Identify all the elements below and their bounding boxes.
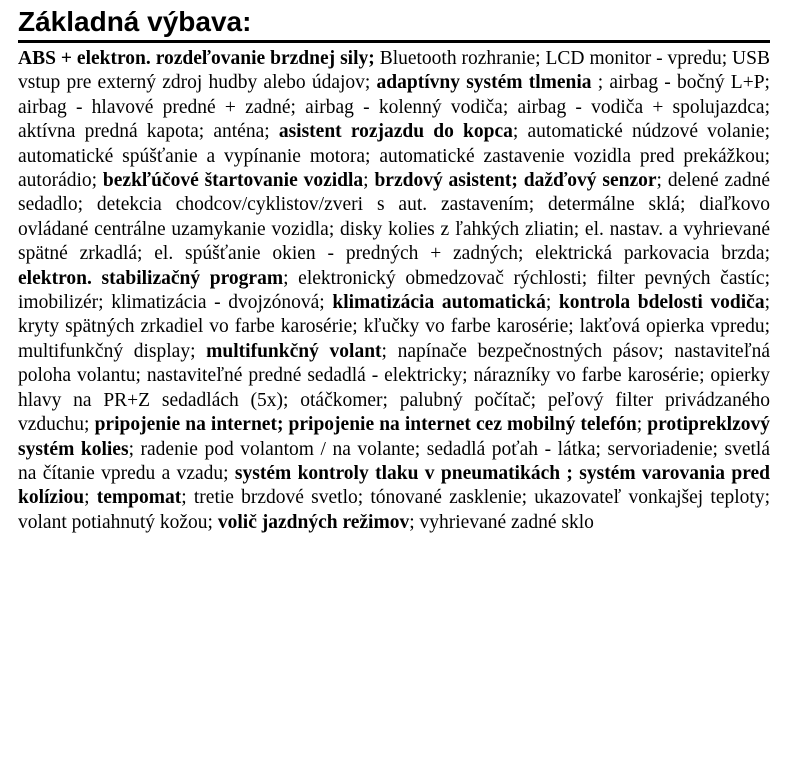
feature-text: tempomat (96, 487, 182, 509)
feature-text: bezkľúčové štartovanie vozidla (102, 170, 364, 192)
feature-text: elektron. stabilizačný program (18, 267, 284, 289)
feature-text: ; tretie brzdové svetlo; tónované zasklenie; ukazovateľ vonkajšej teploty; volant potiahnutý kožou; (18, 487, 770, 533)
feature-text: multifunkčný volant (206, 340, 382, 362)
feature-text: kontrola bdelosti vodiča (558, 292, 765, 314)
feature-text: ; (368, 48, 380, 69)
feature-text: ; automatické núdzové volanie; automatické spúšťanie a vypínanie motora; automatické zastavenie vozidla pred prekážkou; autorádio; (18, 121, 770, 192)
feature-text: ; vyhrievané zadné sklo (409, 511, 594, 533)
feature-text: pripojenie na internet; pripojenie na internet cez mobilný telefón (94, 414, 637, 436)
feature-text: ; kryty spätných zrkadiel vo farbe karosérie; kľučky vo farbe karosérie; lakťová opierka vpredu; multifunkčný display; (18, 292, 770, 362)
feature-text: asistent rozjazdu do kopca (278, 121, 513, 143)
feature-text: klimatizácia automatická (332, 292, 546, 314)
feature-text: adaptívny systém tlmenia (376, 72, 592, 94)
feature-text: systém kontroly tlaku v pneumatikách ; systém varovania pred kolíziou (18, 462, 770, 509)
feature-text: ; elektronický obmedzovač rýchlosti; filter pevných častíc; imobilizér; klimatizácia - dvojzónová; (18, 267, 770, 314)
feature-text: volič jazdných režimov (217, 511, 410, 533)
feature-text: ; (545, 292, 559, 314)
feature-text: ; napínače bezpečnostných pásov; nastaviteľná poloha volantu; nastaviteľné predné sedadlá - elektricky; nárazníky vo farbe karosérie; opierky hlavy na PR+Z sedadlách (5x); otáčkomer; palubný počítač; peľový filter privádzaného vzduchu; (18, 340, 770, 436)
feature-text: ; (636, 414, 648, 436)
feature-text: ; (363, 170, 375, 192)
feature-text: ; airbag - bočný L+P; airbag - hlavové predné + zadné; airbag - kolenný vodiča; airbag - vodiča + spolujazdca; aktívna predná kapota; anténa; (18, 72, 770, 143)
features-paragraph (18, 47, 770, 535)
heading-underline (18, 40, 770, 43)
feature-text: ; (84, 487, 97, 509)
feature-text: ABS + elektron. rozdeľovanie brzdnej sily (18, 48, 369, 69)
feature-text: protipreklzový systém kolies (18, 414, 770, 460)
section-heading: Základná výbava: (18, 6, 252, 37)
feature-text: ; radenie pod volantom / na volante; sedadlá poťah - látka; servoriadenie; svetlá na čítanie vpredu a vzadu; (18, 438, 770, 484)
feature-text: ; delené zadné sedadlo; detekcia chodcov/cyklistov/zveri s aut. zastavením; determálne sklá; diaľkovo ovládané centrálne uzamykanie vozidla; disky kolies z ľahkých zliatin; el. nastav. a vyhrievané spätné zrkadlá; el. spúšťanie okien - predných + zadných; elektrická parkovacia brzda; (18, 170, 771, 265)
feature-text: Bluetooth rozhranie; LCD monitor - vpredu; USB vstup pre externý zdroj hudby alebo údajov; (18, 48, 770, 94)
equipment-section (18, 6, 770, 535)
feature-text: brzdový asistent; dažďový senzor (374, 170, 657, 192)
